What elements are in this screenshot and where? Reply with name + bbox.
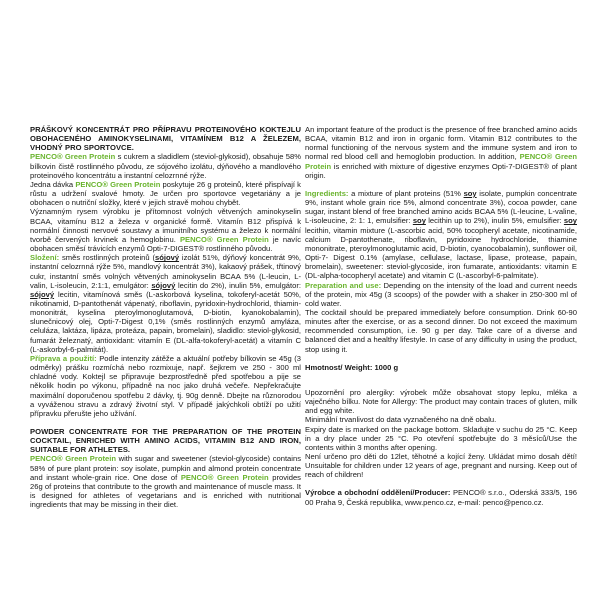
en-feature: An important feature of the product is the presence of free branched amino acids BCAA, vitamin B12 and iron in organic form. Vitamin B12 contributes to the normal functioning of the nervous system and the immune system and iron to normal red blood cell and hemoglobin production. In addition, PENCO® Green Protein is enriched with mixture of digestive enzymes Opti-7-DIGEST® of plant origin. [305, 125, 577, 180]
cz-dose: Jedna dávka PENCO® Green Protein poskytuje 26 g proteinů, které přispívají k růstu a udržení svalové hmoty. Je určen pro sportovce vegetariány a je obohacen o nutriční složky, které v jejich stravě mohou chybět. [30, 179, 301, 208]
brand-name: PENCO® Green Protein [305, 152, 577, 171]
spacer [305, 354, 577, 363]
en-preparation-2: The cocktail should be prepared immediately before consumption. Drink 60-90 minutes after the exercise, or as a second dinner. Do not exceed the maximum recommended consumption, i.e. 90 g per day. Take care of a diverse and balanced diet and a healthy lifestyle. In case of any difficulty in using the product, stop using it. [305, 307, 577, 354]
ingredients-label: Složení: [30, 253, 60, 263]
allergen-soy: soy [412, 216, 426, 226]
cz-title: PRÁŠKOVÝ KONCENTRÁT PRO PŘÍPRAVU PROTEINOVÉHO KOKTEJLU OBOHACENÉHO AMINOKYSELINAMI, VITAMÍNEM B12 A ŽELEZEM, VHODNÝ PRO SPORTOVCE. [30, 125, 301, 153]
spacer [305, 180, 577, 189]
brand-name: PENCO® Green Protein [180, 472, 269, 482]
cz-amino: Významným rysem výrobku je přítomnost volných větvených aminokyselin BCAA, vitamínu B12 a železa v organické formě. Vitamín B12 přispívá k normální činnosti nervové soustavy a imunitního systému a železo k normální tvorbě červených krvinek a hemoglobinu. PENCO® Green Protein je navíc obohacen směsí trávicích enzymů Opti-7-DIGEST® rostlinného původu. [30, 207, 301, 254]
en-intro: PENCO® Green Protein with sugar and sweetener (steviol-glycoside) contains 58% of pure plant protein: soy isolate, pumpkin and almond protein concentrate and instant whole-grain rice. One dose of PENCO® Green Protein provides 26g of proteins that contribute to the growth and maintenance of muscle mass. It is designed for athletes of vegetarians and is enriched with nutritional ingredients that may be missing in their diet. [30, 454, 301, 510]
spacer [30, 418, 301, 427]
ingredients-label: Ingredients: [305, 188, 349, 198]
producer: Výrobce a obchodní oddělení/Producer: PENCO® s.r.o., Oderská 333/5, 196 00 Praha 9, Česká republika, www.penco.cz, e-mail: penco@penco.cz. [305, 488, 577, 507]
en-title: POWDER CONCENTRATE FOR THE PREPARATION OF THE PROTEIN COCKTAIL, ENRICHED WITH AMINO ACIDS, VITAMIN B12 AND IRON, SUITABLE FOR ATHLETES. [30, 427, 301, 455]
spacer [305, 372, 577, 388]
brand-name: PENCO® Green Protein [75, 179, 161, 189]
left-column [30, 125, 301, 509]
allergen-soy: soy [563, 216, 577, 226]
brand-name: PENCO® Green Protein [30, 152, 116, 162]
preparation-label: Příprava a použití: [30, 353, 97, 363]
en-preparation: Preparation and use: Depending on the intensity of the load and current needs of the protein, mix 45g (3 scoops) of the powder with a shaker in 250-300 ml of cold water. [305, 280, 577, 308]
spacer [305, 479, 577, 488]
right-column [305, 125, 577, 507]
preparation-label: Preparation and use: [305, 280, 382, 290]
en-ingredients: Ingredients: a mixture of plant proteins (51% soy isolate, pumpkin concentrate 9%, instant whole grain rice 5%, almond concentrate 3%), cocoa powder, cane sugar, instant blend of free branched amino acids BCAA 5% (L-leucine, L-valine, L-isoleucine, 2: 1: 1, emulsifier: soy lecithin up to 2%), inulin 5%, emulsifier: soy lecithin, vitamin mixture (L-ascorbic acid, 50% tocopheryl acetate, nicotinamide, calcium D-pantothenate, riboflavin, pyridoxine hydrochloride, thiamine mononitrate, pteroylmonoglutamic acid, D-biotin, cyanocobalamin), sunflower oil, Opti-7- Digest 0.1% (amylase, cellulase, lactase, lipase, protease, papain, bromelain), sweetener: steviol-glycoside, iron fumarate, antioxidants: vitamin E (DL-alpha-tocopheryl acetate) and vitamin C (L-ascorbyl-6-palmitate). [305, 188, 577, 281]
allergen-soy: sójový [151, 280, 176, 290]
brand-name: PENCO® Green Protein [179, 234, 269, 244]
shelf-life: Minimální trvanlivost do data vyznačeného na dně obalu. [305, 415, 497, 425]
cz-intro: PENCO® Green Protein s cukrem a sladidlem (steviol-glykosid), obsahuje 58% bílkovin čistě rostlinného původu, ze sójového izolátu, dýňového a mandlového proteinového koncentrátu a instantní celozrnné rýže. [30, 152, 301, 180]
allergy-note: Upozornění pro alergiky: výrobek může obsahovat stopy lepku, mléka a vaječného bílku. Note for Allergy: The product may contain traces of gluten, milk and egg white. [305, 387, 577, 416]
allergen-soy: sójový [154, 253, 180, 263]
cz-preparation: Příprava a použití: Podle intenzity zátěže a aktuální potřeby bílkovin se 45g (3 odměrky) prášku rozmíchá nebo rozmixuje, např. šejkrem ve 250 - 300 ml chladné vody. Koktejl se připravuje bezprostředně před spotřebou a pije se několik hodin po výkonu, případně na noc jako druhá večeře. Nepřekračujte maximální doporučenou spotřebu 2 dávky, tj. 90g denně. Dbejte na různorodou a vyváženou stravu a zdravý životní styl. V případě jakýchkoli obtíží po užití přípravku přerušte jeho užívání. [30, 353, 302, 418]
allergen-soy: sójový [30, 289, 55, 299]
producer-label: Výrobce a obchodní oddělení/Producer: [305, 488, 451, 498]
expiry-storage: Expiry date is marked on the package bottom. Skladujte v suchu do 25 °C. Keep in a dry place under 25 °C. Po otevření spotřebujte do 3 měsíců/Use the contents within 3 months after opening. [305, 424, 577, 452]
brand-name: PENCO® Green Protein [30, 454, 116, 464]
allergen-soy: soy [463, 188, 477, 198]
cz-ingredients: Složení: směs rostlinných proteinů (sójový izolát 51%, dýňový koncentrát 9%, instantní celozrnná rýže 5%, mandlový koncentrát 3%), kakaový prášek, třtinový cukr, instantní směs volných větvených aminokyselin BCAA 5% (L-leucin, L-valin, L-isoleucin, 2:1:1, emulgátor: sójový lecitin do 2%), inulin 5%, emulgátor: sójový lecitin, vitamínová směs (L-askorbová kyselina, tokoferyl-acetát 50%, nikotinamid, D-pantothenát vápenatý, riboflavin, pyridoxin-hydrochlorid, thiamin-mononitrát, kyselina pteroylmonoglutamová, D-biotin, kyanokobalamin), slunečnicový olej, Opti-7-Digest 0,1% (směs rostlinných enzymů amyláza, celuláza, laktáza, lipáza, proteáza, papain, bromelain), sladidlo: steviol-glykosid, fumarát železnatý, antioxidant: vitamín E (DL-alfa-tokoferyl-acetát) a vitamín C (L-askorbyl-6-palmitát). [30, 253, 301, 354]
net-weight: Hmotnost/ Weight: 1000 g [305, 362, 399, 372]
children-warning: Není určeno pro děti do 12let, těhotné a kojící ženy. Ukládat mimo dosah dětí! Unsuitable for children under 12 years of age, pregnant and nursing. Keep out of reach of children! [305, 452, 577, 480]
